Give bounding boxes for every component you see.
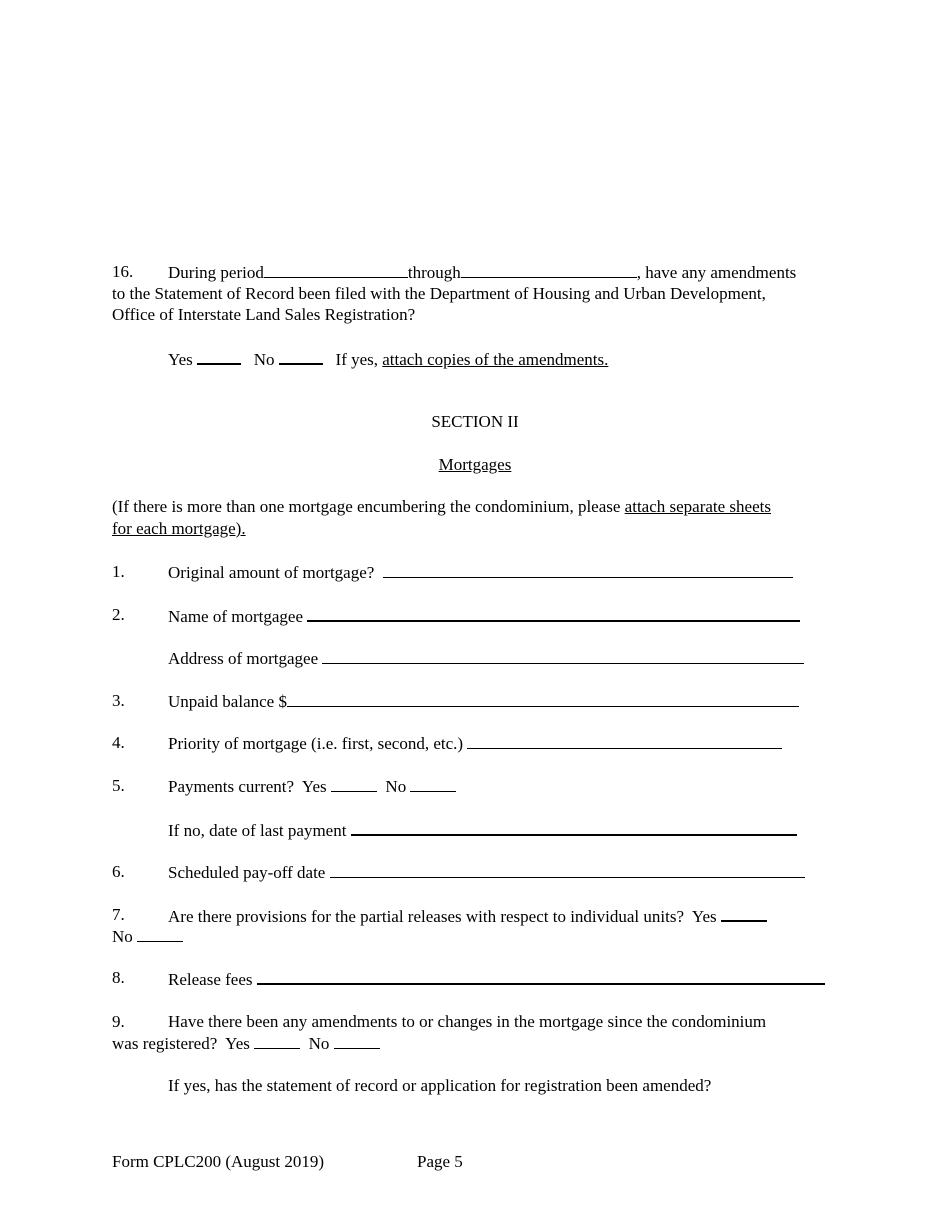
item8-number: 8. xyxy=(112,968,125,987)
item1-label: Original amount of mortgage? xyxy=(168,563,375,582)
q16-if-yes-label: If yes, xyxy=(335,350,379,369)
period-end-field[interactable] xyxy=(461,262,637,278)
section-note-line1 xyxy=(112,497,771,517)
item6-label: Scheduled pay-off date xyxy=(168,863,326,882)
item3-label: Unpaid balance $ xyxy=(168,692,287,711)
q16-line3: Office of Interstate Land Sales Registration? xyxy=(112,305,416,324)
q16-no-field[interactable] xyxy=(279,348,323,365)
item4-number: 4. xyxy=(112,733,125,752)
item2-row xyxy=(168,605,800,627)
item5-if-no-label: If no, date of last payment xyxy=(168,821,347,840)
note-underlined-1: attach separate sheets xyxy=(624,497,771,516)
payments-current-yes-field[interactable] xyxy=(331,776,377,792)
release-fees-field[interactable] xyxy=(257,968,825,985)
footer-form-id: Form CPLC200 (August 2019) xyxy=(112,1152,325,1171)
item9-followup: If yes, has the statement of record or application for registration been amended? xyxy=(168,1076,712,1095)
q16-line1 xyxy=(168,262,796,283)
item7-yes-label: Yes xyxy=(691,907,717,926)
item2-label: Name of mortgagee xyxy=(168,607,303,626)
section-subtitle xyxy=(0,455,950,475)
q16-no-label: No xyxy=(253,350,275,369)
amendments-yes-field[interactable] xyxy=(254,1033,300,1049)
item4-row xyxy=(168,733,782,754)
item7-row xyxy=(168,905,767,927)
item7-row2 xyxy=(112,926,183,947)
item5-no-label: No xyxy=(385,777,407,796)
mortgages-heading: Mortgages xyxy=(438,455,512,474)
partial-release-no-field[interactable] xyxy=(137,926,183,942)
priority-field[interactable] xyxy=(467,733,782,749)
item6-number: 6. xyxy=(112,862,125,881)
period-start-field[interactable] xyxy=(264,262,408,278)
mortgagee-name-field[interactable] xyxy=(307,605,800,622)
item8-row xyxy=(168,968,825,990)
q16-answer-row xyxy=(168,348,608,370)
item5-last-payment-row xyxy=(168,819,797,841)
item7-number: 7. xyxy=(112,905,125,924)
item9-number: 9. xyxy=(112,1012,125,1031)
item7-no-label: No xyxy=(112,927,133,946)
item9-registered-label: was registered? xyxy=(112,1034,218,1053)
mortgagee-address-field[interactable] xyxy=(322,648,804,664)
q16-during-label: During period xyxy=(168,263,264,282)
note-underlined-2: for each mortgage). xyxy=(112,519,246,538)
item2-number: 2. xyxy=(112,605,125,624)
item3-number: 3. xyxy=(112,691,125,710)
payoff-date-field[interactable] xyxy=(330,862,805,878)
item8-label: Release fees xyxy=(168,970,253,989)
q16-number: 16. xyxy=(112,262,134,281)
item9-yes-label: Yes xyxy=(225,1034,250,1053)
payments-current-no-field[interactable] xyxy=(410,776,456,792)
item7-label: Are there provisions for the partial releases with respect to individual units? xyxy=(168,907,684,926)
note-text: (If there is more than one mortgage encumbering the condominium, please xyxy=(112,497,621,516)
footer-page-number: Page 5 xyxy=(417,1152,463,1171)
q16-through-label: through xyxy=(407,263,461,282)
unpaid-balance-field[interactable] xyxy=(287,691,799,707)
amendments-no-field[interactable] xyxy=(334,1033,380,1049)
section-note-line2 xyxy=(112,519,246,539)
item1-number: 1. xyxy=(112,562,125,581)
item9-line1: Have there been any amendments to or changes in the mortgage since the condominium xyxy=(168,1012,767,1031)
item1-row xyxy=(168,562,793,583)
q16-attach-instruction: attach copies of the amendments. xyxy=(382,350,609,369)
item4-label: Priority of mortgage (i.e. first, second, etc.) xyxy=(168,734,464,753)
item2-address-row xyxy=(168,648,804,669)
item3-row xyxy=(168,691,799,712)
item5-number: 5. xyxy=(112,776,125,795)
partial-release-yes-field[interactable] xyxy=(721,905,767,922)
q16-yes-field[interactable] xyxy=(197,348,241,365)
q16-line2: to the Statement of Record been filed with the Department of Housing and Urban Development, xyxy=(112,284,766,303)
item9-line2 xyxy=(112,1033,380,1054)
original-amount-field[interactable] xyxy=(383,562,793,578)
item2-address-label: Address of mortgagee xyxy=(168,649,319,668)
item9-no-label: No xyxy=(308,1034,330,1053)
item5-label: Payments current? xyxy=(168,777,295,796)
q16-yes-label: Yes xyxy=(168,350,193,369)
section-title: SECTION II xyxy=(431,412,519,431)
item6-row xyxy=(168,862,805,883)
item5-row xyxy=(168,776,456,797)
q16-after-label: , have any amendments xyxy=(636,263,797,282)
item5-yes-label: Yes xyxy=(301,777,327,796)
last-payment-date-field[interactable] xyxy=(351,819,797,836)
